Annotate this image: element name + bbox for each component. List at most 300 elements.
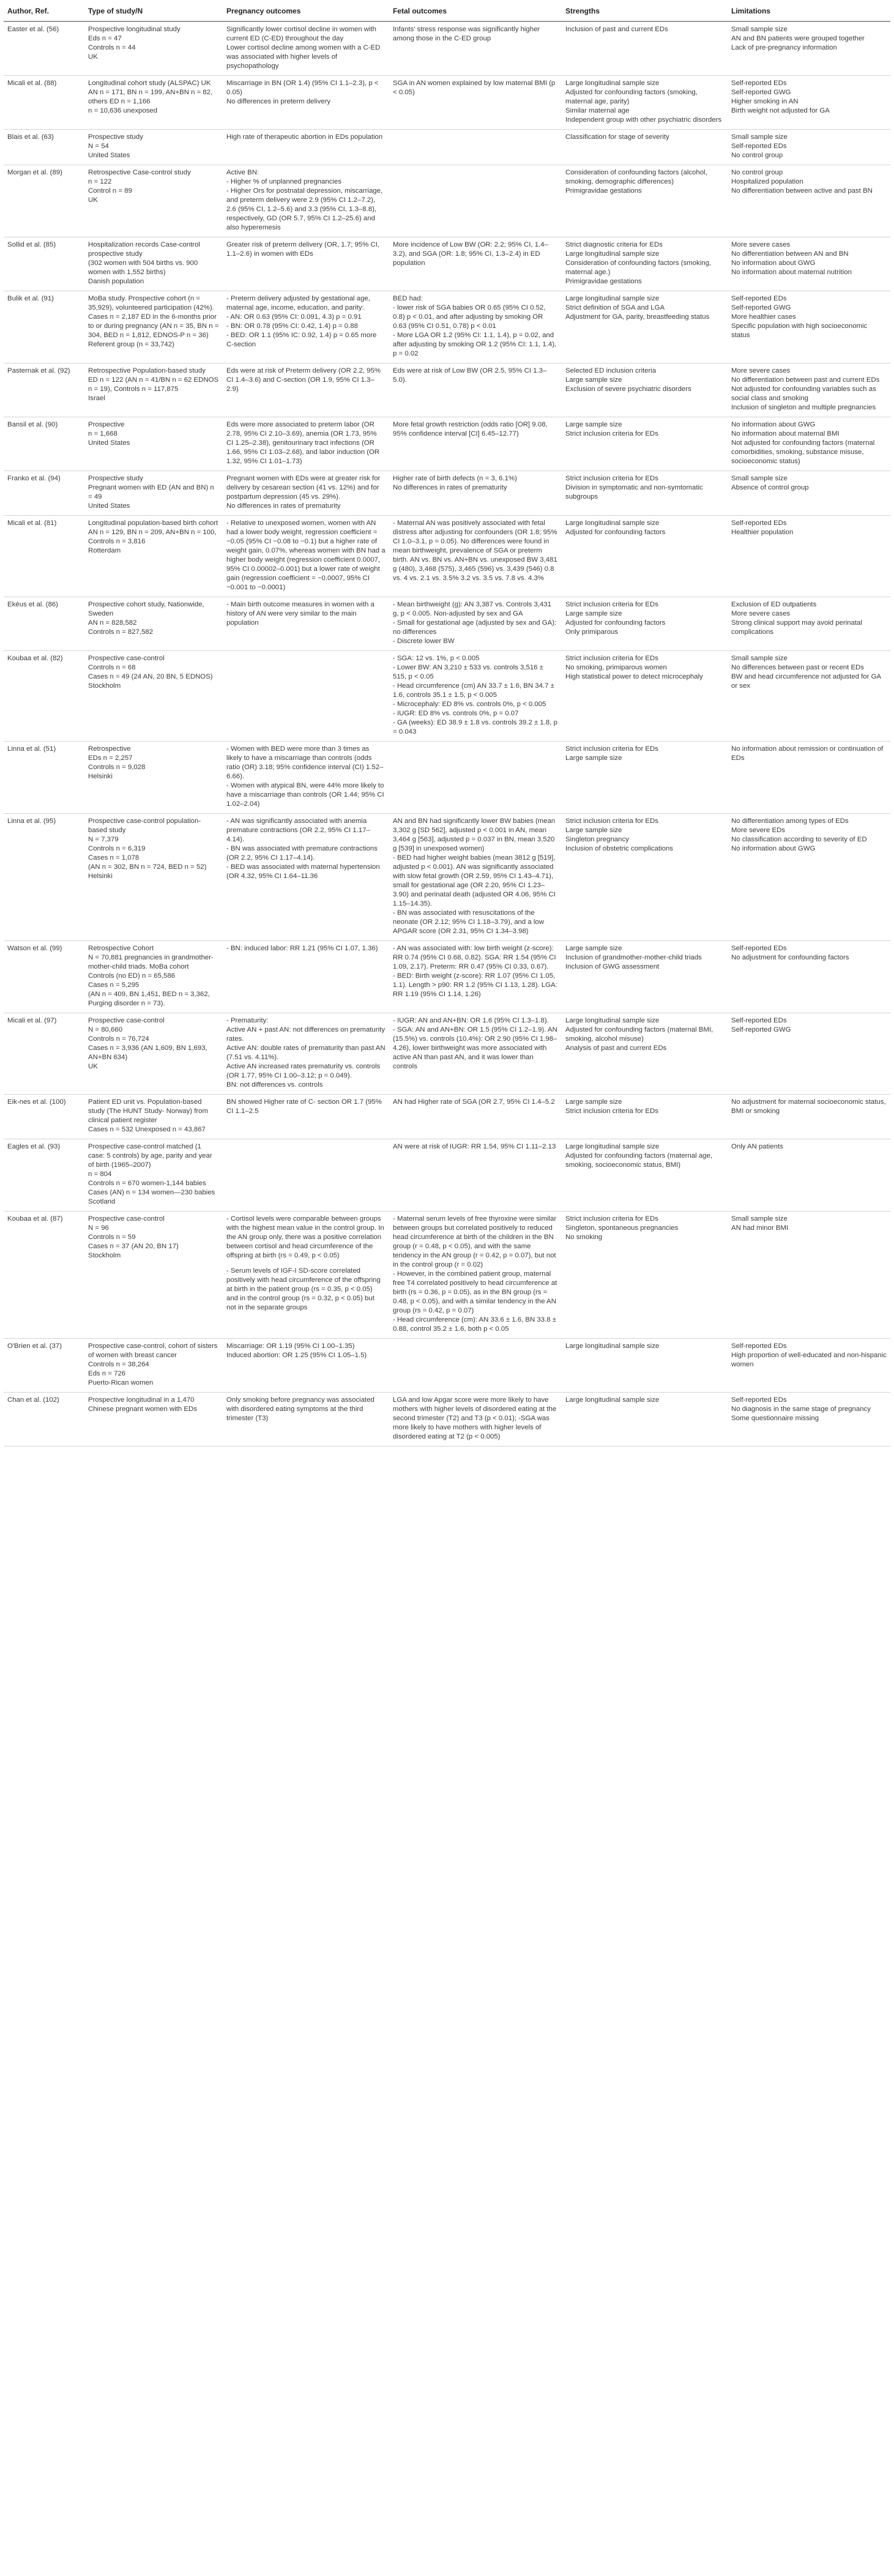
cell-study-type xyxy=(84,291,223,363)
cell-line: Miscarriage in BN (OR 1.4) (95% CI 1.1–2.3), p < 0.05) xyxy=(226,80,379,96)
cell-line: Prospective xyxy=(88,421,125,428)
cell-line: n = 1,668 xyxy=(88,430,117,437)
cell-line: Cases n = 532 Unexposed n = 43,867 xyxy=(88,1126,206,1133)
cell-fetal-outcomes xyxy=(389,237,562,291)
cell-line: Chan et al. (102) xyxy=(7,1396,59,1404)
cell-pregnancy-outcomes xyxy=(223,130,389,165)
cell-strengths xyxy=(562,1393,728,1446)
cell-line: - BN was associated with premature contractions (OR 2.2, 95% CI 1.17–4.14). xyxy=(226,845,378,862)
cell-line: Inclusion of singleton and multiple pregnancies xyxy=(731,404,876,411)
header-pregnancy-outcomes: Pregnancy outcomes xyxy=(223,2,389,21)
cell-line: Some questionnaire missing xyxy=(731,1415,819,1422)
cell-fetal-outcomes xyxy=(389,1095,562,1139)
cell-line: No differences in preterm delivery xyxy=(226,98,331,105)
cell-author xyxy=(4,516,84,597)
header-author: Author, Ref. xyxy=(4,2,84,21)
cell-pregnancy-outcomes xyxy=(223,597,389,651)
cell-line: Hospitalization records Case-control prospective study xyxy=(88,241,200,258)
cell-line: - SGA: AN and AN+BN: OR 1.5 (95% CI 1.2–1.9). AN (15.5%) vs. controls (10.4%): OR 2.90 (95% CI 1.98–4.26), lower birthweight was more associated with active AN than past AN, and it was lower than controls xyxy=(393,1026,557,1070)
header-strengths: Strengths xyxy=(562,2,728,21)
cell-line: Self-reported EDs xyxy=(731,1396,787,1404)
cell-line: No control group xyxy=(731,152,783,159)
cell-line: More severe cases xyxy=(731,241,791,248)
cell-line: BW and head circumference not adjusted for GA or sex xyxy=(731,673,881,690)
cell-line: United States xyxy=(88,152,130,159)
cell-limitations xyxy=(728,941,890,1013)
cell-line: Cases n = 37 (AN 20, BN 17) xyxy=(88,1243,179,1250)
cell-line: Rotterdam xyxy=(88,547,121,554)
cell-line: Adjusted for confounding factors xyxy=(565,619,666,627)
cell-line: Cases n = 3,936 (AN 1,609, BN 1,693, AN+BN 634) xyxy=(88,1044,207,1061)
cell-line: Active AN increased rates prematurity vs. controls (OR 1.77, 95% CI 1.00–3.12; p = 0.049). xyxy=(226,1063,381,1079)
cell-study-type xyxy=(84,597,223,651)
cell-line: No smoking, primiparous women xyxy=(565,664,667,671)
cell-line: MoBa study. Prospective cohort (n = 35,929), volunteered participation (42%). Cases n = 2,187 ED in the 6-months prior to or during pregnancy (AN n = 35, BN n = 304, BED n = 1,812, EDNOS-P n = 36) Referent group (n = 33,742) xyxy=(88,295,219,348)
cell-pregnancy-outcomes xyxy=(223,165,389,237)
cell-limitations xyxy=(728,1095,890,1139)
cell-line: More healthier cases xyxy=(731,313,796,321)
cell-line: Consideration of confounding factors (alcohol, smoking, demographic differences) xyxy=(565,169,707,185)
cell-line: Strict inclusion criteria for EDs xyxy=(565,655,658,662)
cell-line: - Maternal serum levels of free thyroxine were similar between groups but correlated positively to reduced head circumference at birth of the children in the BN group (r = 0.48, p < 0.05), and with the same tendency in the AN group (r = 0.42, p = 0.07), but not in the control group (r = 0.02) xyxy=(393,1215,557,1268)
cell-line: Large sample size xyxy=(565,421,622,428)
cell-line: Large sample size xyxy=(565,945,622,952)
cell-line: - BN: OR 0.78 (95% CI: 0.42, 1.4) p = 0.88 xyxy=(226,322,358,330)
cell-strengths xyxy=(562,1013,728,1095)
table-row xyxy=(4,742,890,814)
cell-line: Only primiparous xyxy=(565,628,619,636)
cell-line: n = 804 xyxy=(88,1171,112,1178)
cell-line: Large longitudinal sample size xyxy=(565,250,660,258)
table-row xyxy=(4,237,890,291)
cell-line: Micali et al. (81) xyxy=(7,519,57,527)
cell-line: Strict inclusion criteria for EDs xyxy=(565,745,658,753)
cell-fetal-outcomes xyxy=(389,1339,562,1393)
cell-strengths xyxy=(562,363,728,417)
cell-fetal-outcomes xyxy=(389,651,562,742)
cell-line: Strict diagnostic criteria for EDs xyxy=(565,241,663,248)
cell-line: Eds were at risk of Preterm delivery (OR 2.2, 95% CI 1.4–3.6) and C-section (OR 1.9, 95% CI 1.3–2.9) xyxy=(226,367,381,393)
table-row xyxy=(4,417,890,471)
cell-line: LGA and low Apgar score were more likely to have mothers with higher levels of disordered eating at the second trimester (T2) and T3 (p < 0.01); -SGA was more likely to have mothers with higher levels of disordered eating at T2 (p < 0.005) xyxy=(393,1396,557,1440)
cell-line: O'Brien et al. (37) xyxy=(7,1342,62,1350)
cell-line: Franko et al. (94) xyxy=(7,475,61,482)
cell-limitations xyxy=(728,1139,890,1212)
cell-line: Ekéus et al. (86) xyxy=(7,601,58,608)
cell-line: Small sample size xyxy=(731,655,788,662)
cell-pregnancy-outcomes xyxy=(223,1339,389,1393)
header-row xyxy=(4,2,890,21)
cell-line: BN: not differences vs. controls xyxy=(226,1081,323,1089)
cell-line: Stockholm xyxy=(88,1252,121,1259)
cell-fetal-outcomes xyxy=(389,1139,562,1212)
cell-line: (AN n = 302, BN n = 724, BED n = 52) xyxy=(88,863,207,871)
cell-line: Pasternak et al. (92) xyxy=(7,367,70,374)
cell-line: Active AN: double rates of prematurity than past AN (7.51 vs. 4.11%). xyxy=(226,1044,386,1061)
cell-study-type xyxy=(84,1095,223,1139)
table-row xyxy=(4,651,890,742)
cell-line: No differentiation between AN and BN xyxy=(731,250,849,258)
cell-line: Adjusted for confounding factors (maternal age, smoking, socioeconomic status, BMI) xyxy=(565,1152,712,1169)
line-gap xyxy=(226,1260,386,1267)
cell-line: Eds were at risk of Low BW (OR 2.5, 95% CI 1.3–5.0). xyxy=(393,367,547,384)
cell-limitations xyxy=(728,165,890,237)
cell-line: Danish population xyxy=(88,278,144,285)
cell-line: - Head circumference (cm): AN 33.6 ± 1.6, BN 33.8 ± 0.88, control 35.2 ± 1.6, both p < 0.05 xyxy=(393,1316,556,1333)
cell-limitations xyxy=(728,363,890,417)
cell-line: Small sample size xyxy=(731,133,788,141)
table-row xyxy=(4,130,890,165)
cell-line: No differences in rates of prematurity xyxy=(226,502,341,510)
table-row xyxy=(4,471,890,516)
cell-strengths xyxy=(562,1212,728,1339)
cell-line: AN had minor BMI xyxy=(731,1224,789,1232)
cell-strengths xyxy=(562,165,728,237)
cell-line: Not adjusted for confounding variables such as social class and smoking xyxy=(731,385,876,402)
cell-line: Strict inclusion criteria for EDs xyxy=(565,1107,658,1115)
cell-line: Large sample size xyxy=(565,610,622,617)
cell-pregnancy-outcomes xyxy=(223,417,389,471)
cell-pregnancy-outcomes xyxy=(223,1139,389,1212)
cell-line: No information about GWG xyxy=(731,259,816,267)
cell-pregnancy-outcomes xyxy=(223,1212,389,1339)
cell-author xyxy=(4,1339,84,1393)
cell-strengths xyxy=(562,597,728,651)
cell-line: High proportion of well-educated and non-hispanic women xyxy=(731,1352,887,1368)
table-row xyxy=(4,1212,890,1339)
cell-line: - lower risk of SGA babies OR 0.65 (95% CI 0.52, 0.8) p < 0.01, and after adjusting by smoking OR 0.63 (95% CI 0.51, 0.78) p < 0.01 xyxy=(393,304,546,330)
cell-line: Prospective case-control population-based study xyxy=(88,817,201,834)
cell-line: - Microcephaly: ED 8% vs. controls 0%, p < 0.005 xyxy=(393,701,546,708)
cell-fetal-outcomes xyxy=(389,363,562,417)
cell-line: Prospective longitudinal in a 1,470 Chinese pregnant women with EDs xyxy=(88,1396,197,1413)
cell-line: Controls n = 44 xyxy=(88,44,136,51)
cell-line: Self-reported EDs xyxy=(731,295,787,302)
cell-line: No differentiation among types of EDs xyxy=(731,817,849,825)
cell-line: Absence of control group xyxy=(731,484,809,491)
cell-line: Not adjusted for confounding factors (maternal comorbidities, smoking, substance misuse, socioeconomic status) xyxy=(731,439,875,465)
cell-line: Strict inclusion criteria for EDs xyxy=(565,475,658,482)
cell-line: Eds n = 726 xyxy=(88,1370,126,1377)
table-row xyxy=(4,1393,890,1446)
cell-line: No smoking xyxy=(565,1234,603,1241)
cell-line: - BN was associated with resuscitations of the neonate (OR 2.12; 95% CI 1.18–3.79), and a low APGAR score (OR 2.31, 95% CI 1.34–3.98) xyxy=(393,909,544,935)
cell-line: Controls n = 670 women-1,144 babies xyxy=(88,1180,206,1187)
cell-line: N = 54 xyxy=(88,143,109,150)
cell-line: Prospective longitudinal study xyxy=(88,26,181,33)
cell-line: - However, in the combined patient group, maternal free T4 correlated positively to head circumference at birth (rs = 0.36, p = 0.05), as in the BN group (rs = 0.48, p < 0.05), and with a similar tendency in the AN group (rs = 0.42, p = 0.07) xyxy=(393,1270,557,1314)
cell-line: No classification according to severity of ED xyxy=(731,836,867,843)
cell-line: Active AN + past AN: not differences on prematurity rates. xyxy=(226,1026,386,1043)
cell-line: No diagnosis in the same stage of pregnancy xyxy=(731,1405,871,1413)
cell-author xyxy=(4,1212,84,1339)
cell-line: More incidence of Low BW (OR: 2.2; 95% CI, 1.4–3.2), and SGA (OR: 1.8; 95% CI, 1.3–2.4) in ED population xyxy=(393,241,548,267)
cell-line: Pregnant women with EDs were at greater risk for delivery by cesarean section (41 vs. 12%) and for postpartum depression (45 vs. 29%). xyxy=(226,475,381,501)
cell-line: No adjustment for maternal socioeconomic status, BMI or smoking xyxy=(731,1098,886,1115)
cell-line: Primigravidae gestations xyxy=(565,187,642,195)
cell-line: No information about GWG xyxy=(731,421,816,428)
cell-line: - Head circumference (cm) AN 33.7 ± 1.6, BN 34.7 ± 1.6, controls 35.1 ± 1.5, p < 0.005 xyxy=(393,682,554,699)
cell-line: Primigravidae gestations xyxy=(565,278,642,285)
cell-line: Adjustment for GA, parity, breastfeeding status xyxy=(565,313,710,321)
cell-fetal-outcomes xyxy=(389,1212,562,1339)
studies-table xyxy=(4,2,890,1446)
cell-line: Only smoking before pregnancy was associated with disordered eating symptoms at the third trimester (T3) xyxy=(226,1396,374,1422)
cell-line: - Prematurity: xyxy=(226,1017,269,1024)
cell-study-type xyxy=(84,417,223,471)
cell-line: More severe cases xyxy=(731,367,791,374)
cell-line: Cases n = 1,078 xyxy=(88,854,140,862)
cell-fetal-outcomes xyxy=(389,165,562,237)
cell-line: - BED: OR 1.1 (95% IC: 0.92, 1.4) p = 0.65 more C-section xyxy=(226,332,377,348)
header-limitations: Limitations xyxy=(728,2,890,21)
cell-line: - More LGA OR 1.2 (95% CI: 1.1, 1.4), p = 0.02, and after adjusting by smoking OR 1.2 (95% CI: 1.1, 1.4), p = 0.02 xyxy=(393,332,557,357)
cell-line: N = 80,660 xyxy=(88,1026,123,1033)
cell-line: Cases n = 5,295 xyxy=(88,981,140,989)
cell-line: No information about GWG xyxy=(731,845,816,852)
cell-limitations xyxy=(728,814,890,941)
cell-line: No control group xyxy=(731,169,783,176)
cell-pregnancy-outcomes xyxy=(223,471,389,516)
cell-line: Longitudinal population-based birth cohort xyxy=(88,519,218,527)
cell-line: - Lower BW: AN 3,210 ± 533 vs. controls 3,516 ± 515, p < 0.05 xyxy=(393,664,543,680)
cell-strengths xyxy=(562,471,728,516)
cell-line: No differentiation between active and past BN xyxy=(731,187,873,195)
cell-line: - GA (weeks): ED 38.9 ± 1.8 vs. controls 39.2 ± 1.8, p = 0.043 xyxy=(393,719,557,735)
cell-line: Self-reported EDs xyxy=(731,143,787,150)
cell-line: Adjusted for confounding factors (smoking, maternal age, parity) xyxy=(565,89,698,105)
cell-pregnancy-outcomes xyxy=(223,814,389,941)
cell-line: Self-reported EDs xyxy=(731,1017,787,1024)
cell-study-type xyxy=(84,471,223,516)
table-row xyxy=(4,1139,890,1212)
cell-line: - Relative to unexposed women, women with AN had a lower body weight, regression coefficient = −0.05 (95% CI −0.08 to −0.1) but a higher rate of weight gain, 0.07%, whereas women with BN had a higher body weight (regression coefficient 0.0007, 95% CI 0.00002–0.001) but a lower rate of weight gain (regression coefficient = −0.0007, 95% CI −0.001 to −0.0001) xyxy=(226,519,386,591)
cell-line: More fetal growth restriction (odds ratio [OR] 9.08, 95% confidence interval [CI] 6.45–12.77) xyxy=(393,421,548,437)
table-row xyxy=(4,1339,890,1393)
cell-pregnancy-outcomes xyxy=(223,516,389,597)
cell-line: Inclusion of grandmother-mother-child triads xyxy=(565,954,702,961)
cell-line: AN and BN patients were grouped together xyxy=(731,35,865,42)
cell-line: (302 women with 504 births vs. 900 women with 1,552 births) xyxy=(88,259,198,276)
cell-line: Inclusion of GWG assessment xyxy=(565,963,660,970)
table-row xyxy=(4,597,890,651)
cell-study-type xyxy=(84,76,223,130)
cell-line: Bulik et al. (91) xyxy=(7,295,54,302)
cell-fetal-outcomes xyxy=(389,814,562,941)
cell-line: Only AN patients xyxy=(731,1143,783,1150)
cell-line: UK xyxy=(88,196,98,204)
cell-line: Greater risk of preterm delivery (OR, 1.7; 95% CI, 1.1–2.6) in women with EDs xyxy=(226,241,380,258)
cell-line: Consideration of confounding factors (smoking, maternal age.) xyxy=(565,259,712,276)
cell-author xyxy=(4,471,84,516)
cell-line: Morgan et al. (89) xyxy=(7,169,62,176)
cell-line: AN n = 129, BN n = 209, AN+BN n = 100, Controls n = 3,816 xyxy=(88,529,217,545)
cell-line: Controls n = 76,724 xyxy=(88,1035,149,1043)
cell-line: Longitudinal cohort study (ALSPAC) UK xyxy=(88,80,211,87)
cell-line: No differentiation between past and current EDs xyxy=(731,376,880,384)
cell-line: Lower cortisol decline among women with a C-ED was associated with higher levels of psychopathology xyxy=(226,44,381,70)
cell-study-type xyxy=(84,1013,223,1095)
cell-limitations xyxy=(728,1013,890,1095)
cell-author xyxy=(4,1013,84,1095)
cell-limitations xyxy=(728,471,890,516)
cell-line: Induced abortion: OR 1.25 (95% CI 1.05–1.5) xyxy=(226,1352,367,1359)
cell-line: Independent group with other psychiatric disorders xyxy=(565,116,722,124)
cell-line: Eds were more associated to preterm labor (OR 2.78, 95% CI 2.10–3.69), anemia (OR 1.73, 95% CI 1.25–2.38), genitourinary tract infections (OR 1.66, 95% CI 1.03–2.68), and labor induction (OR 1.32, 95% CI 1.01–1.73) xyxy=(226,421,380,465)
cell-line: - Women with atypical BN, were 44% more likely to have a miscarriage than controls (OR 1.44; 95% CI 1.02–2.04) xyxy=(226,782,384,808)
cell-line: BN showed Higher rate of C- section OR 1.7 (95% CI 1.1–2.5 xyxy=(226,1098,382,1115)
cell-line: - BED: Birth weight (z-score): RR 1.07 (95% CI 1.05, 1.1). Length > p90: RR 1.2 (95% CI 1.13, 1.28). LGA: RR 1.19 (95% CI 1.14, 1.26) xyxy=(393,972,557,998)
cell-line: - Discrete lower BW xyxy=(393,638,455,645)
cell-line: - AN was significantly associated with anemia premature contractions (OR 2.2, 95% CI 1.17–4.14). xyxy=(226,817,370,843)
cell-limitations xyxy=(728,76,890,130)
cell-line: - AN: OR 0.63 (95% CI: 0.091, 4.3) p = 0.91 xyxy=(226,313,362,321)
cell-line: No information about maternal nutrition xyxy=(731,269,852,276)
cell-author xyxy=(4,130,84,165)
cell-line: (AN n = 409, BN 1,451, BED n = 3,362, Purging disorder n = 73). xyxy=(88,991,210,1007)
cell-study-type xyxy=(84,516,223,597)
cell-author xyxy=(4,941,84,1013)
cell-fetal-outcomes xyxy=(389,291,562,363)
cell-line: Large longitudinal sample size xyxy=(565,1396,660,1404)
cell-study-type xyxy=(84,1139,223,1212)
cell-line: Specific population with high socioeconomic status xyxy=(731,322,868,339)
cell-limitations xyxy=(728,237,890,291)
cell-line: Sollid et al. (85) xyxy=(7,241,56,248)
cell-line: AN n = 828,582 xyxy=(88,619,137,627)
cell-line: BED had: xyxy=(393,295,423,302)
cell-author xyxy=(4,291,84,363)
cell-author xyxy=(4,237,84,291)
cell-line: Small sample size xyxy=(731,26,788,33)
cell-study-type xyxy=(84,1339,223,1393)
cell-line: Koubaa et al. (87) xyxy=(7,1215,63,1223)
cell-pregnancy-outcomes xyxy=(223,237,389,291)
cell-line: Controls n = 38,264 xyxy=(88,1361,149,1368)
cell-strengths xyxy=(562,651,728,742)
cell-line: More severe EDs xyxy=(731,827,785,834)
cell-pregnancy-outcomes xyxy=(223,651,389,742)
cell-line: Controls n = 6,319 xyxy=(88,845,146,852)
cell-line: Large sample size xyxy=(565,376,622,384)
cell-study-type xyxy=(84,742,223,814)
header-type: Type of study/N xyxy=(84,2,223,21)
cell-strengths xyxy=(562,76,728,130)
cell-fetal-outcomes xyxy=(389,21,562,76)
cell-line: - AN was associated with: low birth weight (z-score): RR 0.74 (95% CI 0.68, 0.82). SGA: RR 1.54 (95% CI 1.09, 2.17). Preterm: RR 0.47 (95% CI 0.33, 0.67). xyxy=(393,945,556,970)
cell-study-type xyxy=(84,1393,223,1446)
cell-line: - BED had higher weight babies (mean 3812 g [519], adjusted p < 0.001). AN was significantly associated with slow fetal growth (OR 2.59, 95% CI 1.43–4.71), small for gestational age (OR 2.20, 95% CI 1.23–3.90) and perinatal death (adjusted OR 4.06, 95% CI 1.15–14.35). xyxy=(393,854,556,907)
cell-line: No information about maternal BMI xyxy=(731,430,840,437)
cell-line: Strict inclusion criteria for EDs xyxy=(565,1215,658,1223)
cell-line: Healthier population xyxy=(731,529,794,536)
cell-strengths xyxy=(562,417,728,471)
cell-line: No information about remission or continuation of EDs xyxy=(731,745,884,762)
cell-fetal-outcomes xyxy=(389,516,562,597)
cell-line: United States xyxy=(88,502,130,510)
cell-author xyxy=(4,1393,84,1446)
cell-fetal-outcomes xyxy=(389,941,562,1013)
cell-line: - Cortisol levels were comparable between groups with the highest mean value in the control group. In the AN group only, there was a positive correlation between cortisol and head circumference of the offspring at birth (rs = 0.49, p < 0.05) xyxy=(226,1215,384,1259)
cell-line: - Higher % of unplanned pregnancies xyxy=(226,178,342,185)
cell-fetal-outcomes xyxy=(389,1013,562,1095)
table-row xyxy=(4,814,890,941)
cell-study-type xyxy=(84,814,223,941)
cell-fetal-outcomes xyxy=(389,471,562,516)
cell-line: Self-reported EDs xyxy=(731,945,787,952)
cell-author xyxy=(4,363,84,417)
cell-line: Prospective study xyxy=(88,133,143,141)
cell-line: Eik-nes et al. (100) xyxy=(7,1098,66,1106)
cell-strengths xyxy=(562,130,728,165)
table-header xyxy=(4,2,890,21)
cell-line: Adjusted for confounding factors xyxy=(565,529,666,536)
cell-fetal-outcomes xyxy=(389,76,562,130)
cell-pregnancy-outcomes xyxy=(223,1013,389,1095)
cell-line: Higher smoking in AN xyxy=(731,98,799,105)
cell-line: Self-reported EDs xyxy=(731,1342,787,1350)
cell-study-type xyxy=(84,237,223,291)
cell-line: Large sample size xyxy=(565,754,622,762)
cell-author xyxy=(4,1095,84,1139)
cell-fetal-outcomes xyxy=(389,417,562,471)
cell-line: Classification for stage of severity xyxy=(565,133,669,141)
table-body xyxy=(4,21,890,1446)
cell-line: Birth weight not adjusted for GA xyxy=(731,107,830,114)
cell-line: Large longitudinal sample size xyxy=(565,519,660,527)
cell-line: Patient ED unit vs. Population-based study (The HUNT Study- Norway) from clinical patient register xyxy=(88,1098,209,1124)
cell-line: AN had Higher rate of SGA (OR 2.7, 95% CI 1.4–5.2 xyxy=(393,1098,555,1106)
cell-line: United States xyxy=(88,439,130,447)
cell-line: Israel xyxy=(88,395,105,402)
cell-line: Watson et al. (99) xyxy=(7,945,62,952)
cell-limitations xyxy=(728,291,890,363)
cell-limitations xyxy=(728,1339,890,1393)
cell-line: Large sample size xyxy=(565,827,622,834)
table-row xyxy=(4,76,890,130)
cell-author xyxy=(4,651,84,742)
cell-line: Small sample size xyxy=(731,1215,788,1223)
cell-author xyxy=(4,76,84,130)
cell-pregnancy-outcomes xyxy=(223,363,389,417)
cell-line: - Small for gestational age (adjusted by sex and GA): no differences xyxy=(393,619,557,636)
cell-study-type xyxy=(84,1212,223,1339)
cell-line: - BN: induced labor: RR 1.21 (95% CI 1.07, 1.36) xyxy=(226,945,378,952)
cell-line: AN and BN had significantly lower BW babies (mean 3,302 g [SD 562], adjusted p < 0.001 in AN, mean 3,464 g [563], adjusted p = 0.037 in BN, mean 3,520 g [539] in unexposed women) xyxy=(393,817,556,852)
cell-line: Controls n = 68 xyxy=(88,664,136,671)
table-row xyxy=(4,165,890,237)
cell-strengths xyxy=(562,1339,728,1393)
cell-limitations xyxy=(728,417,890,471)
cell-line: Prospective cohort study, Nationwide, Sweden xyxy=(88,601,204,617)
cell-line: Similar maternal age xyxy=(565,107,630,114)
cell-line: Higher rate of birth defects (n = 3, 6.1%) xyxy=(393,475,517,482)
cell-line: Helsinki xyxy=(88,773,113,780)
cell-line: Eds n = 47 xyxy=(88,35,122,42)
cell-author xyxy=(4,742,84,814)
cell-line: Retrospective Cohort xyxy=(88,945,154,952)
cell-pregnancy-outcomes xyxy=(223,941,389,1013)
cell-line: Controls n = 59 xyxy=(88,1234,136,1241)
table-row xyxy=(4,516,890,597)
header-fetal-outcomes: Fetal outcomes xyxy=(389,2,562,21)
cell-strengths xyxy=(562,237,728,291)
cell-line: Eagles et al. (93) xyxy=(7,1143,61,1150)
cell-fetal-outcomes xyxy=(389,597,562,651)
cell-line: Self-reported GWG xyxy=(731,89,791,96)
cell-author xyxy=(4,21,84,76)
cell-line: Large longitudinal sample size xyxy=(565,1342,660,1350)
